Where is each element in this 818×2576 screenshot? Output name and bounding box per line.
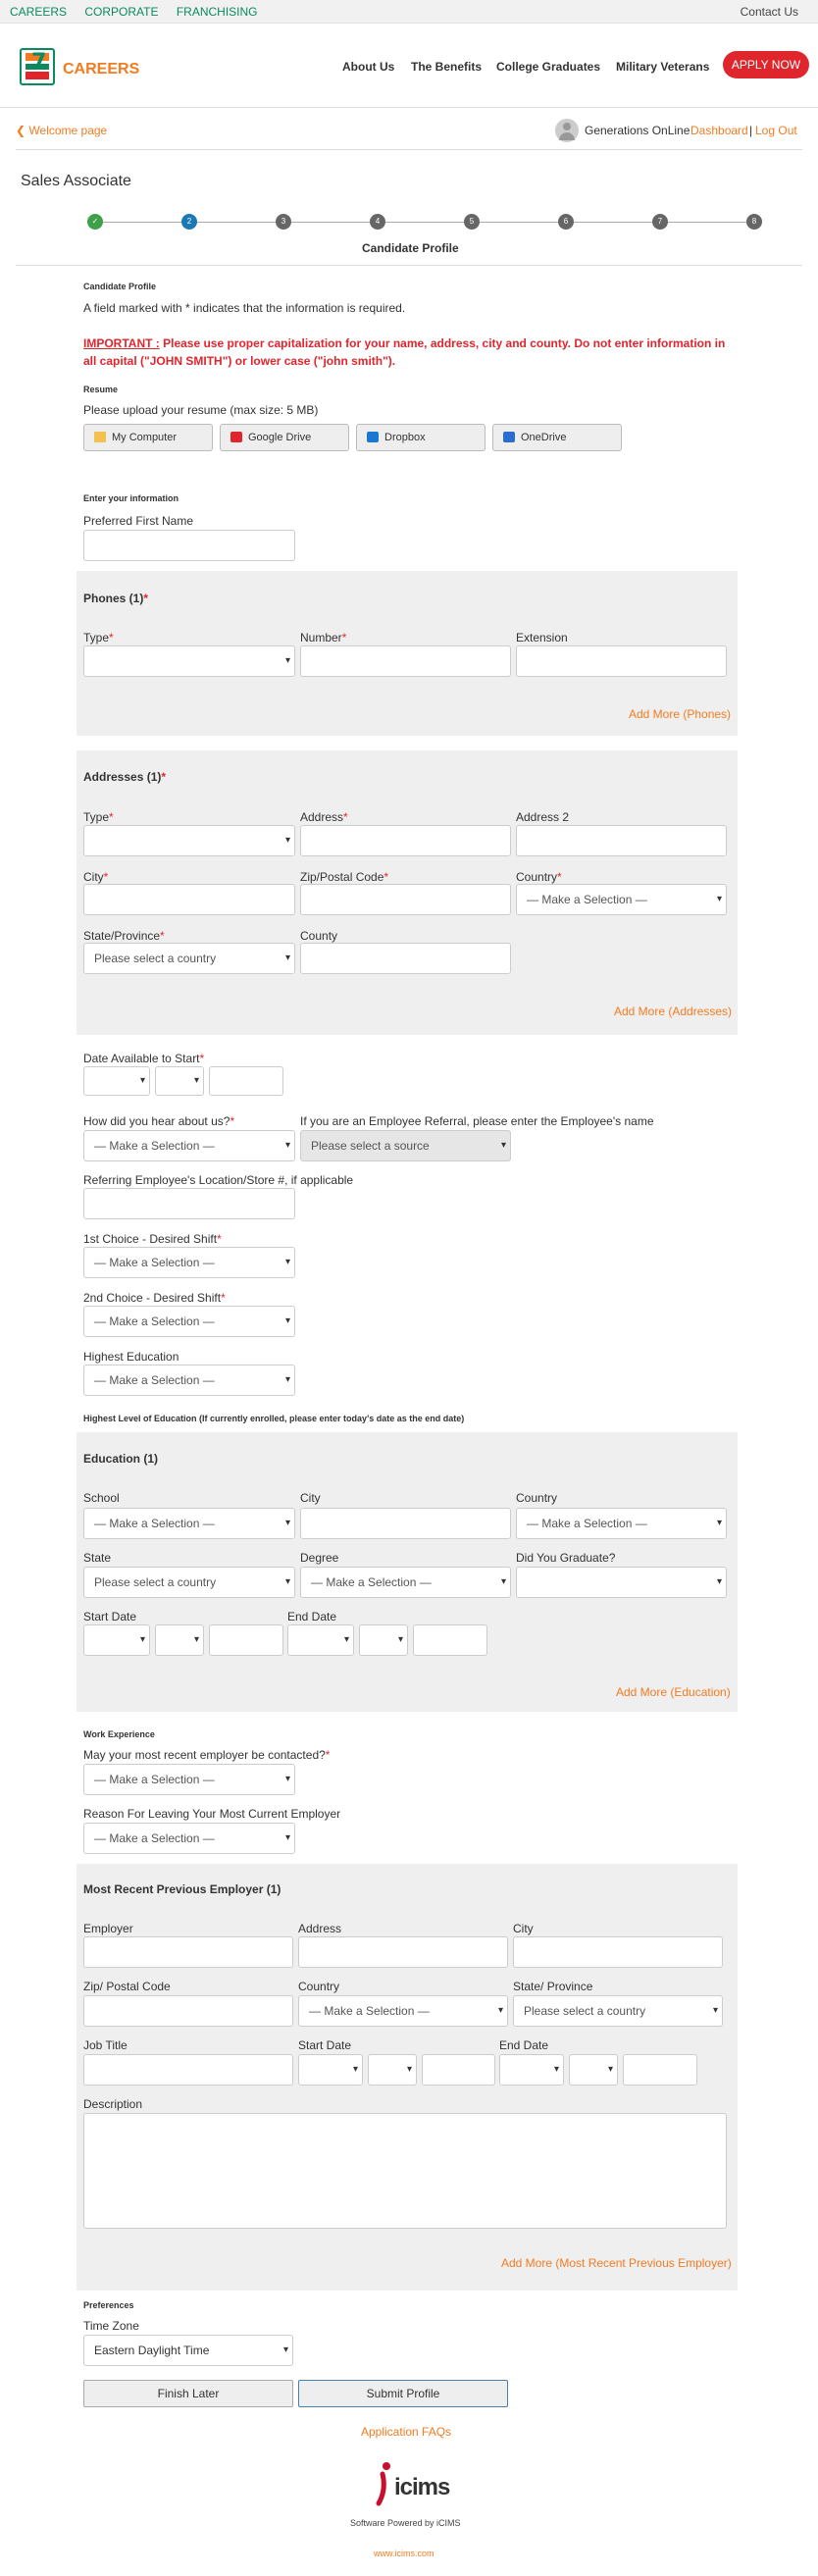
emp-state-select[interactable]: Please select a country ▾ (513, 1995, 723, 2027)
resume-note: Please upload your resume (max size: 5 MB) (83, 403, 319, 417)
log-out-link[interactable]: Log Out (755, 124, 797, 137)
upload-dropbox-button[interactable]: Dropbox (356, 424, 486, 451)
emp-start-month-select[interactable] (298, 2054, 363, 2086)
dashboard-link[interactable]: Dashboard (690, 124, 748, 137)
start-month-select[interactable] (83, 1066, 150, 1096)
edu-start-month-select[interactable] (83, 1624, 150, 1656)
emp-start-label: Start Date (298, 2038, 352, 2052)
emp-end-month-select[interactable] (499, 2054, 564, 2086)
nav-military-veterans[interactable]: Military Veterans (616, 60, 710, 74)
edu-end-month-select[interactable] (287, 1624, 354, 1656)
job-title-label: Job Title (83, 2038, 128, 2052)
emp-address-input[interactable] (298, 1936, 508, 1968)
ref-location-input[interactable] (83, 1188, 295, 1219)
county-label: County (300, 929, 338, 943)
upload-my-computer-button[interactable]: My Computer (83, 424, 213, 451)
shift2-select[interactable]: — Make a Selection — ▾ (83, 1306, 295, 1337)
nav-benefits[interactable]: The Benefits (411, 60, 483, 74)
address-input[interactable] (300, 825, 511, 856)
step-5: 5 (464, 214, 480, 230)
edu-city-label: City (300, 1491, 321, 1505)
state-select[interactable]: Please select a country ▾ (83, 943, 295, 974)
careers-link[interactable]: CAREERS (10, 5, 68, 19)
phone-type-label: Type* (83, 631, 114, 644)
reason-leaving-select[interactable]: — Make a Selection — ▾ (83, 1823, 295, 1854)
nav-college-graduates[interactable]: College Graduates (496, 60, 601, 74)
contact-us-link[interactable]: Contact Us (740, 5, 798, 19)
emp-start-year-input[interactable] (422, 2054, 495, 2086)
shift2-label: 2nd Choice - Desired Shift* (83, 1291, 226, 1305)
state-label: State/Province* (83, 929, 165, 943)
emp-country-select[interactable]: — Make a Selection — ▾ (298, 1995, 508, 2027)
graduate-select[interactable] (516, 1567, 727, 1598)
enter-info-heading: Enter your information (83, 493, 179, 503)
city-input[interactable] (83, 884, 295, 915)
ref-location-label: Referring Employee's Location/Store #, if applicable (83, 1173, 354, 1187)
emp-start-day-select[interactable] (368, 2054, 417, 2086)
employer-input[interactable] (83, 1936, 293, 1968)
step-3: 3 (276, 214, 291, 230)
phone-extension-input[interactable] (516, 645, 727, 677)
time-zone-select[interactable]: Eastern Daylight Time ▾ (83, 2335, 293, 2366)
step-7: 7 (652, 214, 668, 230)
icims-logo[interactable] (365, 2460, 463, 2509)
preferences-heading: Preferences (83, 2300, 134, 2310)
welcome-page-link[interactable]: ❮ Welcome page (16, 124, 108, 137)
icims-url-link[interactable]: www.icims.com (374, 2549, 435, 2558)
top-bar (0, 0, 818, 24)
emp-end-label: End Date (499, 2038, 549, 2052)
addresses-title: Addresses (1)* (83, 770, 167, 784)
degree-label: Degree (300, 1551, 339, 1565)
chevron-left-icon: ❮ (16, 124, 26, 137)
emp-city-label: City (513, 1922, 534, 1935)
zip-input[interactable] (300, 884, 511, 915)
dropbox-icon (367, 432, 379, 442)
corporate-link[interactable]: CORPORATE (84, 5, 159, 19)
shift1-label: 1st Choice - Desired Shift* (83, 1232, 222, 1246)
step-2: 2 (181, 214, 197, 230)
highest-education-label: Highest Education (83, 1350, 179, 1364)
icims-logo-text: icims (394, 2474, 450, 2500)
description-label: Description (83, 2097, 143, 2111)
current-step-label: Candidate Profile (362, 241, 459, 255)
highest-education-select[interactable]: — Make a Selection — ▾ (83, 1365, 295, 1396)
site-header (0, 24, 818, 108)
onedrive-icon (503, 432, 515, 442)
edu-start-year-input[interactable] (209, 1624, 283, 1656)
phone-number-input[interactable] (300, 645, 511, 677)
start-day-select[interactable] (155, 1066, 204, 1096)
nav-about-us[interactable]: About Us (342, 60, 395, 74)
phones-title: Phones (1)* (83, 592, 149, 605)
phone-type-select[interactable] (83, 645, 295, 677)
school-select[interactable]: — Make a Selection — ▾ (83, 1508, 295, 1539)
edu-country-label: Country (516, 1491, 558, 1505)
add-more-education-link[interactable]: Add More (Education) (616, 1685, 731, 1699)
emp-end-year-input[interactable] (623, 2054, 697, 2086)
phone-number-label: Number* (300, 631, 347, 644)
step-4: 4 (370, 214, 385, 230)
education-section-heading: Highest Level of Education (If currently enrolled, please enter today's date as the end date) (83, 1414, 465, 1423)
country-select[interactable]: — Make a Selection — ▾ (516, 884, 727, 915)
job-title: Sales Associate (21, 173, 131, 189)
contact-employer-select[interactable]: — Make a Selection — ▾ (83, 1764, 295, 1795)
step-8: 8 (746, 214, 762, 230)
address-type-label: Type* (83, 810, 114, 824)
divider (16, 265, 802, 266)
resume-heading: Resume (83, 385, 119, 394)
upload-google-drive-button[interactable]: Google Drive (220, 424, 349, 451)
school-label: School (83, 1491, 120, 1505)
add-more-employer-link[interactable]: Add More (Most Recent Previous Employer) (501, 2256, 732, 2270)
important-notice: IMPORTANT : Please use proper capitalization for your name, address, city and county. Do not enter information in all capital ("JOHN SMITH") or lower case ("john smith"). (83, 336, 726, 368)
divider (16, 149, 802, 150)
start-year-input[interactable] (209, 1066, 283, 1096)
emp-zip-input[interactable] (83, 1995, 293, 2027)
emp-country-label: Country (298, 1980, 340, 1993)
first-name-input[interactable] (83, 530, 295, 561)
user-avatar-icon (555, 119, 579, 142)
employer-label: Employer (83, 1922, 133, 1935)
address-label: Address* (300, 810, 348, 824)
city-label: City* (83, 870, 109, 884)
apply-now-button[interactable]: APPLY NOW (723, 51, 809, 78)
user-name: Generations OnLine (585, 124, 690, 137)
address-type-select[interactable] (83, 825, 295, 856)
time-zone-label: Time Zone (83, 2319, 139, 2333)
google-drive-icon (230, 432, 242, 442)
address2-input[interactable] (516, 825, 727, 856)
edu-end-label: End Date (287, 1610, 337, 1623)
step-1-check-icon: ✓ (87, 214, 103, 230)
edu-start-day-select[interactable] (155, 1624, 204, 1656)
finish-later-button[interactable]: Finish Later (83, 2380, 293, 2407)
country-label: Country* (516, 870, 562, 884)
degree-select[interactable]: — Make a Selection — ▾ (300, 1567, 511, 1598)
first-name-label: Preferred First Name (83, 514, 194, 528)
education-title: Education (1) (83, 1452, 159, 1466)
description-textarea[interactable] (83, 2113, 727, 2229)
zip-label: Zip/Postal Code* (300, 870, 389, 884)
edu-end-year-input[interactable] (413, 1624, 487, 1656)
emp-city-input[interactable] (513, 1936, 723, 1968)
emp-zip-label: Zip/ Postal Code (83, 1980, 171, 1993)
graduate-label: Did You Graduate? (516, 1551, 616, 1565)
emp-address-label: Address (298, 1922, 342, 1935)
brand-title[interactable]: CAREERS (63, 61, 140, 77)
powered-by-text: Software Powered by iCIMS (350, 2518, 461, 2528)
hear-about-label: How did you hear about us?* (83, 1114, 235, 1128)
reason-leaving-label: Reason For Leaving Your Most Current Employer (83, 1807, 341, 1821)
add-more-addresses-link[interactable]: Add More (Addresses) (614, 1005, 733, 1018)
edu-start-label: Start Date (83, 1610, 137, 1623)
add-more-phones-link[interactable]: Add More (Phones) (629, 707, 732, 721)
submit-profile-button[interactable]: Submit Profile (298, 2380, 508, 2407)
county-input[interactable] (300, 943, 511, 974)
edu-state-label: State (83, 1551, 112, 1565)
referral-label: If you are an Employee Referral, please enter the Employee's name (300, 1114, 654, 1128)
hear-about-select[interactable]: — Make a Selection — ▾ (83, 1130, 295, 1161)
required-note: A field marked with * indicates that the information is required. (83, 301, 406, 315)
edu-country-select[interactable]: — Make a Selection — ▾ (516, 1508, 727, 1539)
referral-select[interactable]: Please select a source ▾ (300, 1130, 511, 1161)
edu-end-day-select[interactable] (359, 1624, 408, 1656)
employer-title: Most Recent Previous Employer (1) (83, 1882, 281, 1896)
upload-onedrive-button[interactable]: OneDrive (492, 424, 622, 451)
candidate-profile-heading: Candidate Profile (83, 282, 157, 291)
job-title-input[interactable] (83, 2054, 293, 2086)
folder-icon (94, 432, 106, 442)
edu-city-input[interactable] (300, 1508, 511, 1539)
address2-label: Address 2 (516, 810, 570, 824)
emp-end-day-select[interactable] (569, 2054, 618, 2086)
separator: | (749, 124, 753, 137)
seven-eleven-logo[interactable]: 7 (20, 48, 55, 85)
application-faqs-link[interactable]: Application FAQs (361, 2425, 452, 2439)
shift1-select[interactable]: — Make a Selection — ▾ (83, 1247, 295, 1278)
work-experience-heading: Work Experience (83, 1729, 155, 1739)
date-available-label: Date Available to Start* (83, 1052, 205, 1065)
contact-employer-label: May your most recent employer be contacted?* (83, 1748, 331, 1762)
franchising-link[interactable]: FRANCHISING (176, 5, 258, 19)
phone-extension-label: Extension (516, 631, 568, 644)
step-6: 6 (558, 214, 574, 230)
emp-state-label: State/ Province (513, 1980, 593, 1993)
edu-state-select[interactable]: Please select a country ▾ (83, 1567, 295, 1598)
